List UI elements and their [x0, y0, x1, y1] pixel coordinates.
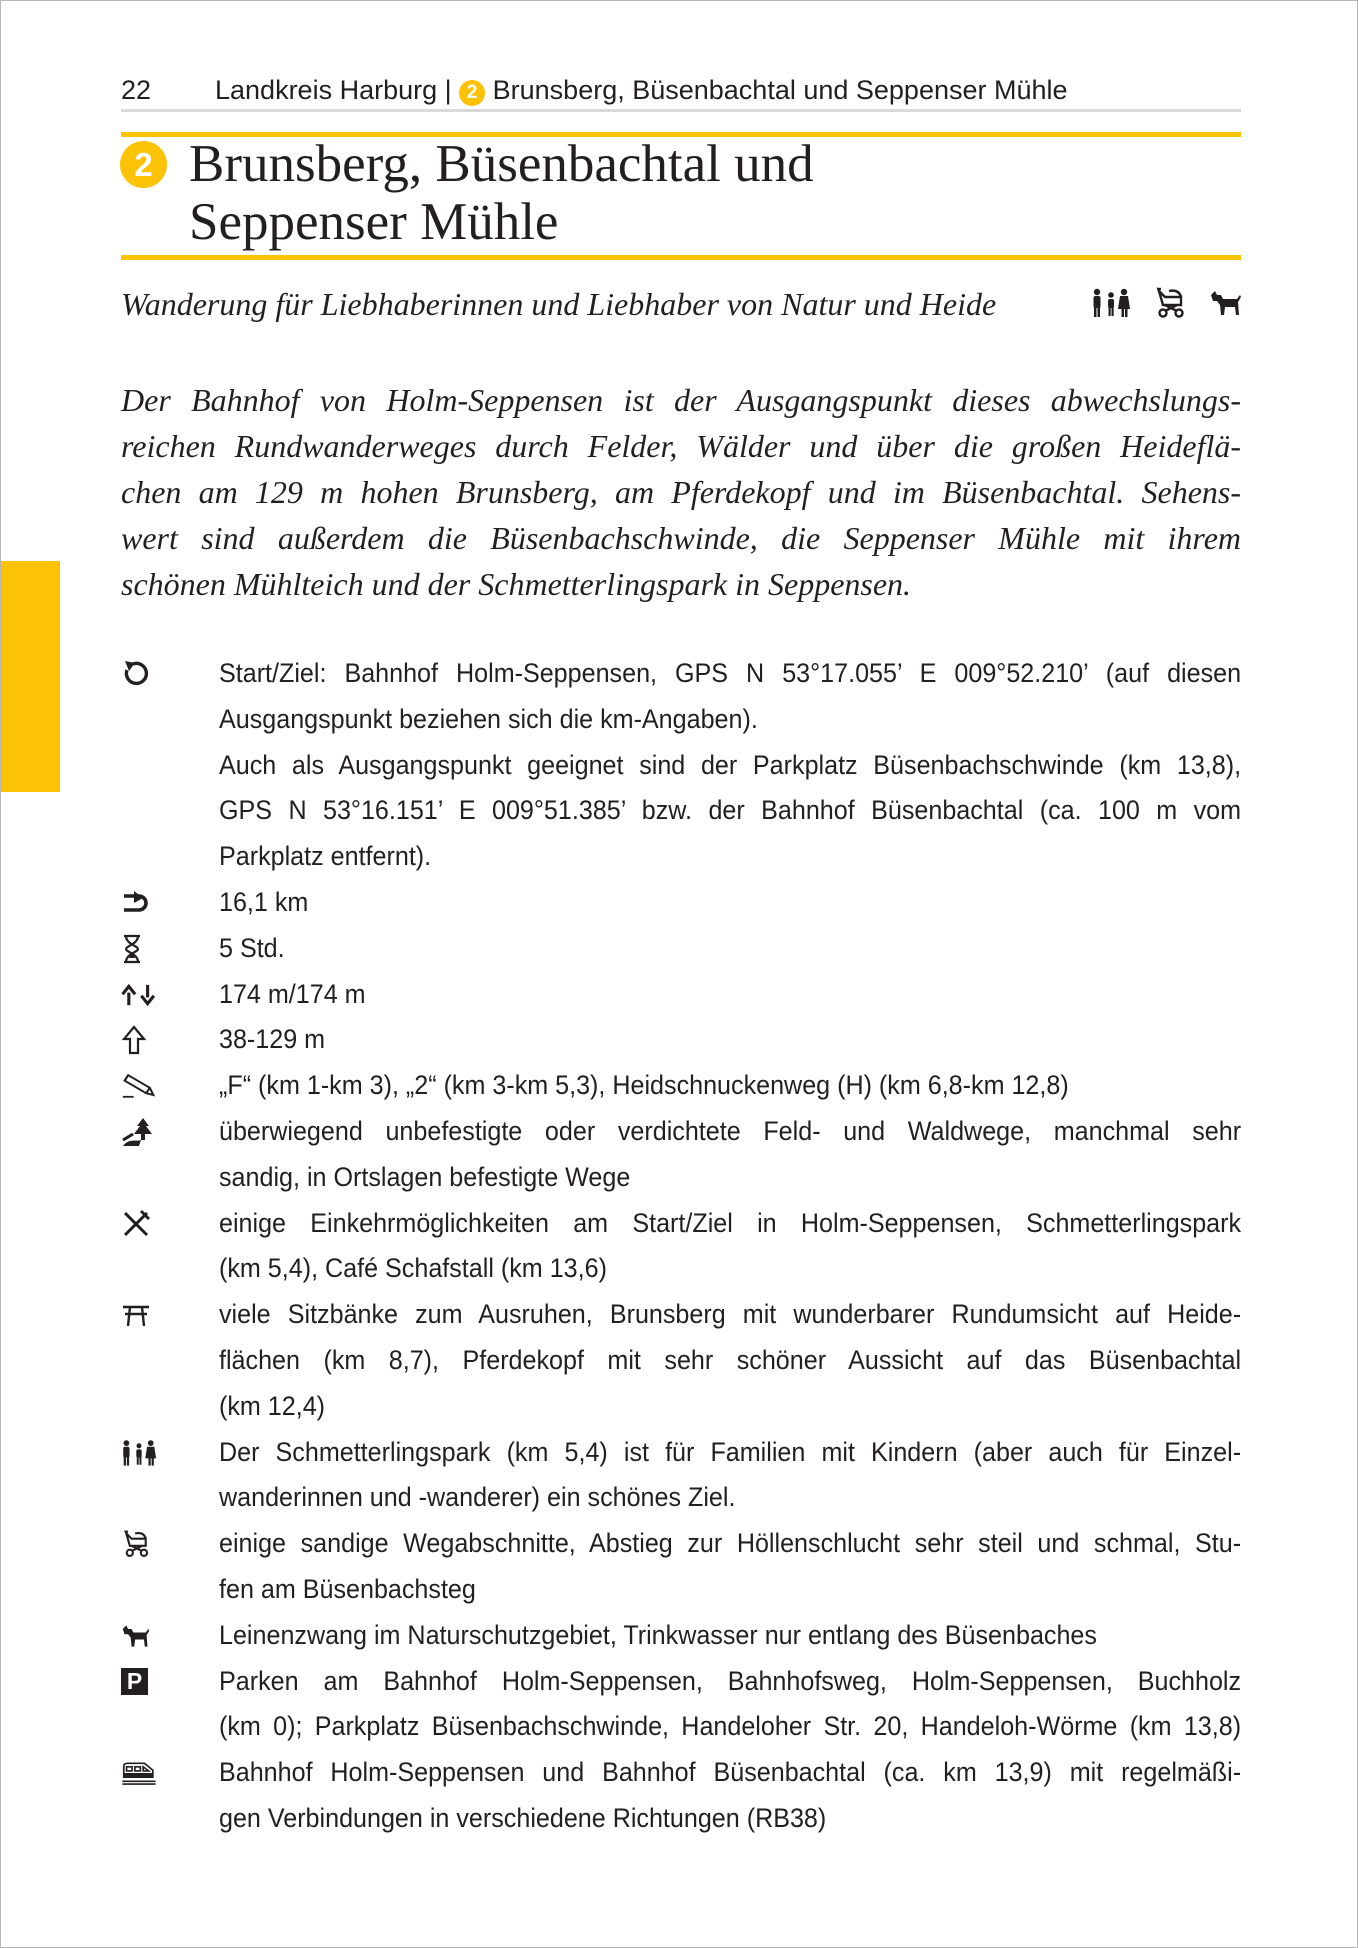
- fact-text: [219, 1109, 1241, 1201]
- fact-line: viele Sitzbänke zum Ausruhen, Brunsberg mit wunderbarer Rundumsicht auf Heide-: [219, 1299, 1242, 1330]
- running-head-route: Brunsberg, Büsenbachtal und Seppenser Mühle: [485, 75, 1068, 105]
- fact-line: Auch als Ausgangspunkt geeignet sind der Parkplatz Büsenbachschwinde (km 13,8),: [219, 749, 1242, 780]
- fact-row: [121, 1750, 1241, 1842]
- family-icon: [1091, 288, 1131, 318]
- route-subtitle: Wanderung für Liebhaberinnen und Liebhaber von Natur und Heide: [121, 286, 997, 322]
- route-number-badge-small: 2: [459, 80, 485, 106]
- fact-line: Leinenzwang im Naturschutzgebiet, Trinkwasser nur entlang des Büsenbaches: [219, 1619, 1097, 1650]
- chapter-tab-marker: [1, 561, 60, 792]
- fact-line: 38-129 m: [219, 1024, 326, 1055]
- fact-line: Parken am Bahnhof Holm-Seppensen, Bahnhofsweg, Holm-Seppensen, Buchholz: [219, 1665, 1242, 1696]
- cutlery-icon: [121, 1208, 157, 1240]
- hourglass-icon: [121, 933, 157, 965]
- fact-line: (km 0); Parkplatz Büsenbachschwinde, Handeloher Str. 20, Handeloh-Wörme (km 13,8): [219, 1711, 1242, 1742]
- fact-line: Parkplatz entfernt).: [219, 841, 432, 872]
- fact-row: [121, 1521, 1241, 1613]
- fact-line: Ausgangspunkt beziehen sich die km-Angaben).: [219, 703, 758, 734]
- fact-text: [219, 1613, 1241, 1659]
- route-title: [189, 135, 814, 251]
- fact-line: flächen (km 8,7), Pferdekopf mit sehr schöner Aussicht auf das Büsenbachtal: [219, 1344, 1242, 1375]
- dog-icon: [121, 1620, 157, 1652]
- bench-icon: [121, 1299, 157, 1331]
- fact-row: [121, 1659, 1241, 1751]
- fact-row: [121, 1017, 1241, 1063]
- dog-icon: [1209, 289, 1243, 317]
- fact-text: [219, 1017, 1241, 1063]
- intro-line: Der Bahnhof von Holm-Seppensen ist der Ausgangspunkt dieses abwechslungs-: [121, 382, 1241, 418]
- fact-text: [219, 926, 1241, 972]
- intro-paragraph: [121, 377, 1241, 607]
- fact-text: [219, 972, 1241, 1018]
- fact-line: (km 12,4): [219, 1390, 326, 1421]
- up-down-arrows-icon: [121, 979, 157, 1011]
- parking-icon: [121, 1666, 157, 1698]
- fact-line: gen Verbindungen in verschiedene Richtungen (RB38): [219, 1802, 827, 1833]
- fact-line: Bahnhof Holm-Seppensen und Bahnhof Büsenbachtal (ca. km 13,9) mit regelmäßi-: [219, 1757, 1242, 1788]
- fact-line: Der Schmetterlingspark (km 5,4) ist für Familien mit Kindern (aber auch für Einzel-: [219, 1436, 1242, 1467]
- fact-row: [121, 926, 1241, 972]
- route-title-line-1: Brunsberg, Büsenbachtal und: [189, 135, 814, 193]
- fact-row: [121, 972, 1241, 1018]
- fact-row: [121, 1201, 1241, 1293]
- fact-row: [121, 1613, 1241, 1659]
- running-head-text: [215, 73, 1068, 107]
- route-title-line-2: Seppenser Mühle: [189, 193, 559, 251]
- fact-row: [121, 1109, 1241, 1201]
- fact-line: sandig, in Ortslagen befestigte Wege: [219, 1161, 631, 1192]
- subtitle-icons: [1091, 287, 1243, 319]
- fact-line: Start/Ziel: Bahnhof Holm-Seppensen, GPS N 53°17.055’ E 009°52.210’ (auf diesen: [219, 658, 1242, 688]
- intro-line: schönen Mühlteich und der Schmetterlingspark in Seppensen.: [121, 566, 912, 602]
- fact-line: einige sandige Wegabschnitte, Abstieg zur Höllenschlucht sehr steil und schmal, Stu-: [219, 1528, 1242, 1559]
- fact-line: GPS N 53°16.151’ E 009°51.385’ bzw. der Bahnhof Büsenbachtal (ca. 100 m vom: [219, 795, 1242, 826]
- fact-row: [121, 880, 1241, 926]
- fact-line: „F“ (km 1-km 3), „2“ (km 3-km 5,3), Heidschnuckenweg (H) (km 6,8-km 12,8): [219, 1070, 1069, 1101]
- fact-line: überwiegend unbefestigte oder verdichtete Feld- und Waldwege, manchmal sehr: [219, 1115, 1242, 1146]
- family-icon: [121, 1437, 157, 1469]
- loop-arrow-icon: [121, 658, 157, 690]
- fact-text: [219, 1430, 1241, 1522]
- fact-line: 174 m/174 m: [219, 978, 366, 1009]
- fact-text: [219, 1521, 1241, 1613]
- fact-text: [219, 880, 1241, 926]
- parking-icon-letter: P: [121, 1668, 148, 1695]
- intro-line: chen am 129 m hohen Brunsberg, am Pferdekopf und im Büsenbachtal. Sehens-: [121, 474, 1241, 510]
- fact-row: [121, 1292, 1241, 1429]
- intro-line: reichen Rundwanderweges durch Felder, Wälder und über die großen Heideflä-: [121, 428, 1241, 464]
- pencil-marker-icon: [121, 1070, 157, 1102]
- stroller-icon: [1153, 287, 1187, 319]
- fact-line: fen am Büsenbachsteg: [219, 1573, 476, 1604]
- fact-line: 16,1 km: [219, 886, 309, 917]
- fact-line: wanderinnen und -wanderer) ein schönes Ziel.: [219, 1482, 736, 1513]
- distance-arrow-icon: [121, 887, 157, 919]
- fact-text: [219, 1750, 1241, 1842]
- fact-text: [219, 1201, 1241, 1293]
- fact-line: 5 Std.: [219, 932, 285, 963]
- intro-line: wert sind außerdem die Büsenbachschwinde, die Seppenser Mühle mit ihrem: [121, 520, 1241, 556]
- fact-text: [219, 1292, 1241, 1429]
- header-rule: [121, 109, 1241, 112]
- route-facts-list: [121, 651, 1241, 1842]
- fact-text: [219, 651, 1241, 880]
- path-tree-icon: [121, 1116, 157, 1148]
- train-icon: [121, 1757, 157, 1789]
- fact-row: [121, 651, 1241, 880]
- fact-line: (km 5,4), Café Schafstall (km 13,6): [219, 1253, 607, 1284]
- route-number-badge: 2: [120, 141, 167, 188]
- running-head-region: Landkreis Harburg |: [215, 75, 460, 105]
- stroller-icon: [121, 1528, 157, 1560]
- fact-text: [219, 1659, 1241, 1751]
- title-rule-bottom: [121, 255, 1241, 260]
- fact-text: [219, 1063, 1241, 1109]
- fact-row: [121, 1430, 1241, 1522]
- outline-up-arrow-icon: [121, 1024, 157, 1056]
- page-number: 22: [121, 75, 152, 105]
- fact-line: einige Einkehrmöglichkeiten am Start/Ziel in Holm-Seppensen, Schmetterlingspark: [219, 1207, 1242, 1238]
- fact-row: [121, 1063, 1241, 1109]
